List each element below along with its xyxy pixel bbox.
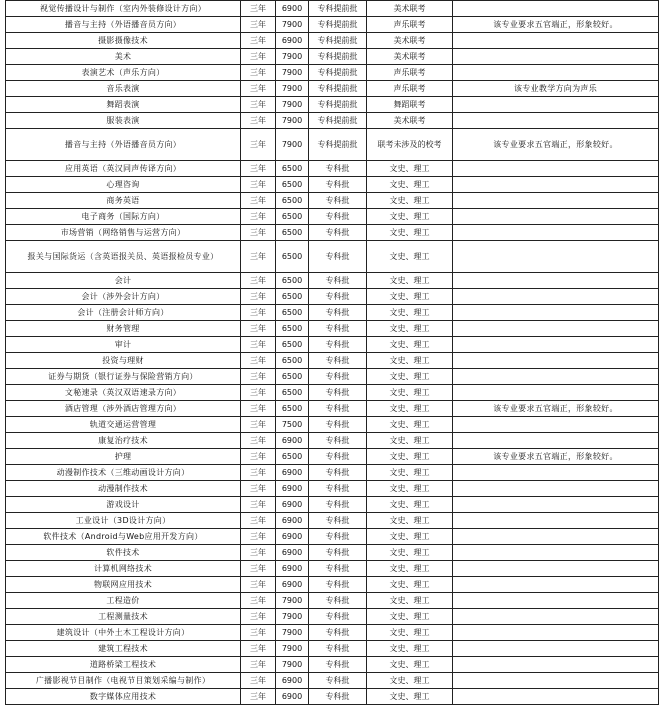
exam-category-cell: 文史、理工 [367,465,453,481]
duration-cell: 三年 [241,545,276,561]
tuition-cell: 6500 [276,177,309,193]
table-row [6,577,659,593]
duration-cell: 三年 [241,177,276,193]
exam-category-cell: 文史、理工 [367,657,453,673]
major-name-cell: 计算机网络技术 [6,561,241,577]
table-row [6,497,659,513]
duration-cell: 三年 [241,401,276,417]
duration-cell: 三年 [241,385,276,401]
major-name-cell: 文秘速录（英汉双语速录方向） [6,385,241,401]
major-name-cell: 护理 [6,449,241,465]
tuition-cell: 7900 [276,593,309,609]
remark-cell [453,433,659,449]
tuition-cell: 6500 [276,273,309,289]
major-name-cell: 软件技术（Android与Web应用开发方向） [6,529,241,545]
admission-batch-cell: 专科批 [309,321,367,337]
exam-category-cell: 美术联考 [367,33,453,49]
exam-category-cell: 文史、理工 [367,401,453,417]
remark-cell [453,513,659,529]
major-table [5,0,659,705]
major-name-cell: 动漫制作技术（三维动画设计方向） [6,465,241,481]
remark-cell [453,273,659,289]
exam-category-cell: 文史、理工 [367,273,453,289]
duration-cell: 三年 [241,593,276,609]
duration-cell: 三年 [241,513,276,529]
duration-cell: 三年 [241,465,276,481]
table-row [6,97,659,113]
table-row [6,689,659,705]
exam-category-cell: 文史、理工 [367,545,453,561]
remark-cell [453,561,659,577]
remark-cell [453,177,659,193]
remark-cell [453,481,659,497]
remark-cell [453,337,659,353]
admission-batch-cell: 专科提前批 [309,65,367,81]
table-row [6,321,659,337]
tuition-cell: 6900 [276,513,309,529]
admission-batch-cell: 专科批 [309,193,367,209]
exam-category-cell: 文史、理工 [367,193,453,209]
duration-cell: 三年 [241,369,276,385]
tuition-cell: 6900 [276,673,309,689]
duration-cell: 三年 [241,65,276,81]
remark-cell: 该专业要求五官端正，形象较好。 [453,17,659,33]
duration-cell: 三年 [241,417,276,433]
duration-cell: 三年 [241,577,276,593]
admission-batch-cell: 专科批 [309,209,367,225]
tuition-cell: 6500 [276,337,309,353]
duration-cell: 三年 [241,161,276,177]
exam-category-cell: 文史、理工 [367,177,453,193]
major-name-cell: 动漫制作技术 [6,481,241,497]
table-row [6,561,659,577]
duration-cell: 三年 [241,353,276,369]
major-name-cell: 广播影视节目制作（电视节目策划采编与制作） [6,673,241,689]
major-name-cell: 会计 [6,273,241,289]
admission-batch-cell: 专科提前批 [309,1,367,17]
major-name-cell: 会计（涉外会计方向） [6,289,241,305]
exam-category-cell: 文史、理工 [367,577,453,593]
major-name-cell: 应用英语（英汉同声传译方向） [6,161,241,177]
major-name-cell: 数字媒体应用技术 [6,689,241,705]
duration-cell: 三年 [241,17,276,33]
exam-category-cell: 文史、理工 [367,417,453,433]
duration-cell: 三年 [241,225,276,241]
major-name-cell: 工程造价 [6,593,241,609]
admission-batch-cell: 专科批 [309,401,367,417]
table-row [6,289,659,305]
duration-cell: 三年 [241,1,276,17]
tuition-cell: 7900 [276,129,309,161]
exam-category-cell: 文史、理工 [367,609,453,625]
remark-cell [453,545,659,561]
major-name-cell: 工业设计（3D设计方向） [6,513,241,529]
table-row [6,161,659,177]
tuition-cell: 6500 [276,353,309,369]
admission-batch-cell: 专科批 [309,369,367,385]
remark-cell [453,593,659,609]
table-row [6,657,659,673]
remark-cell [453,385,659,401]
duration-cell: 三年 [241,449,276,465]
major-name-cell: 建筑设计（中外土木工程设计方向） [6,625,241,641]
duration-cell: 三年 [241,241,276,273]
tuition-cell: 7900 [276,17,309,33]
duration-cell: 三年 [241,561,276,577]
major-name-cell: 音乐表演 [6,81,241,97]
admission-batch-cell: 专科批 [309,513,367,529]
major-name-cell: 商务英语 [6,193,241,209]
table-row [6,369,659,385]
remark-cell [453,193,659,209]
tuition-cell: 6500 [276,321,309,337]
admission-batch-cell: 专科批 [309,545,367,561]
remark-cell [453,225,659,241]
table-row [6,81,659,97]
exam-category-cell: 文史、理工 [367,561,453,577]
tuition-cell: 6500 [276,193,309,209]
admission-batch-cell: 专科批 [309,433,367,449]
duration-cell: 三年 [241,273,276,289]
exam-category-cell: 文史、理工 [367,513,453,529]
tuition-cell: 6900 [276,529,309,545]
remark-cell [453,625,659,641]
remark-cell: 该专业教学方向为声乐 [453,81,659,97]
admission-batch-cell: 专科批 [309,609,367,625]
remark-cell [453,97,659,113]
exam-category-cell: 文史、理工 [367,289,453,305]
major-name-cell: 市场营销（网络销售与运营方向） [6,225,241,241]
duration-cell: 三年 [241,497,276,513]
admission-batch-cell: 专科批 [309,337,367,353]
admission-batch-cell: 专科批 [309,577,367,593]
remark-cell [453,689,659,705]
table-row [6,305,659,321]
remark-cell [453,65,659,81]
major-name-cell: 轨道交通运营管理 [6,417,241,433]
admission-batch-cell: 专科提前批 [309,49,367,65]
table-row [6,481,659,497]
remark-cell [453,353,659,369]
duration-cell: 三年 [241,193,276,209]
exam-category-cell: 文史、理工 [367,241,453,273]
major-name-cell: 电子商务（国际方向） [6,209,241,225]
major-name-cell: 物联网应用技术 [6,577,241,593]
exam-category-cell: 舞蹈联考 [367,97,453,113]
admission-batch-cell: 专科批 [309,497,367,513]
major-name-cell: 舞蹈表演 [6,97,241,113]
tuition-cell: 7900 [276,81,309,97]
major-name-cell: 工程测量技术 [6,609,241,625]
exam-category-cell: 文史、理工 [367,337,453,353]
exam-category-cell: 文史、理工 [367,305,453,321]
major-name-cell: 播音与主持（外语播音员方向） [6,17,241,33]
admission-batch-cell: 专科批 [309,641,367,657]
tuition-cell: 6900 [276,545,309,561]
table-row [6,513,659,529]
table-row [6,593,659,609]
duration-cell: 三年 [241,129,276,161]
major-name-cell: 康复治疗技术 [6,433,241,449]
duration-cell: 三年 [241,689,276,705]
exam-category-cell: 文史、理工 [367,529,453,545]
major-name-cell: 心理咨询 [6,177,241,193]
exam-category-cell: 文史、理工 [367,449,453,465]
remark-cell [453,641,659,657]
admission-batch-cell: 专科批 [309,161,367,177]
major-name-cell: 美术 [6,49,241,65]
tuition-cell: 6900 [276,465,309,481]
duration-cell: 三年 [241,481,276,497]
tuition-cell: 6900 [276,33,309,49]
tuition-cell: 6900 [276,577,309,593]
tuition-cell: 6500 [276,385,309,401]
remark-cell [453,305,659,321]
remark-cell [453,241,659,273]
table-row [6,337,659,353]
exam-category-cell: 美术联考 [367,49,453,65]
table-row [6,33,659,49]
table-row [6,673,659,689]
admission-batch-cell: 专科提前批 [309,129,367,161]
table-row [6,225,659,241]
remark-cell [453,657,659,673]
remark-cell: 该专业要求五官端正，形象较好。 [453,449,659,465]
table-row [6,49,659,65]
major-name-cell: 报关与国际货运（含英语报关员、英语报检员专业） [6,241,241,273]
tuition-cell: 6500 [276,369,309,385]
major-name-cell: 财务管理 [6,321,241,337]
tuition-cell: 6900 [276,1,309,17]
tuition-cell: 7900 [276,97,309,113]
tuition-cell: 6900 [276,497,309,513]
table-row [6,641,659,657]
major-name-cell: 软件技术 [6,545,241,561]
table-row [6,273,659,289]
admission-batch-cell: 专科批 [309,289,367,305]
table-row [6,625,659,641]
tuition-cell: 6500 [276,289,309,305]
exam-category-cell: 文史、理工 [367,433,453,449]
tuition-cell: 7500 [276,417,309,433]
remark-cell [453,209,659,225]
major-name-cell: 播音与主持（外语播音员方向） [6,129,241,161]
table-row [6,529,659,545]
tuition-cell: 7900 [276,625,309,641]
admission-batch-cell: 专科批 [309,385,367,401]
major-table-body [6,1,659,705]
admission-batch-cell: 专科批 [309,625,367,641]
admission-batch-cell: 专科提前批 [309,17,367,33]
exam-category-cell: 文史、理工 [367,673,453,689]
duration-cell: 三年 [241,209,276,225]
duration-cell: 三年 [241,433,276,449]
tuition-cell: 7900 [276,113,309,129]
duration-cell: 三年 [241,321,276,337]
admission-batch-cell: 专科批 [309,657,367,673]
exam-category-cell: 文史、理工 [367,353,453,369]
admission-batch-cell: 专科批 [309,561,367,577]
table-row [6,385,659,401]
table-row [6,465,659,481]
duration-cell: 三年 [241,81,276,97]
admission-batch-cell: 专科批 [309,593,367,609]
remark-cell [453,577,659,593]
table-row [6,129,659,161]
admission-batch-cell: 专科批 [309,465,367,481]
table-row [6,193,659,209]
duration-cell: 三年 [241,97,276,113]
duration-cell: 三年 [241,609,276,625]
admission-batch-cell: 专科批 [309,481,367,497]
tuition-cell: 7900 [276,641,309,657]
remark-cell [453,609,659,625]
table-row [6,401,659,417]
tuition-cell: 6900 [276,561,309,577]
remark-cell [453,369,659,385]
tuition-cell: 6500 [276,225,309,241]
remark-cell [453,465,659,481]
admission-batch-cell: 专科批 [309,417,367,433]
exam-category-cell: 声乐联考 [367,65,453,81]
table-row [6,609,659,625]
remark-cell [453,49,659,65]
admission-batch-cell: 专科提前批 [309,33,367,49]
exam-category-cell: 文史、理工 [367,689,453,705]
table-row [6,433,659,449]
admission-batch-cell: 专科批 [309,241,367,273]
tuition-cell: 6900 [276,433,309,449]
exam-category-cell: 美术联考 [367,1,453,17]
remark-cell: 该专业要求五官端正，形象较好。 [453,401,659,417]
tuition-cell: 6900 [276,481,309,497]
exam-category-cell: 文史、理工 [367,225,453,241]
remark-cell: 该专业要求五官端正，形象较好。 [453,129,659,161]
tuition-cell: 6500 [276,161,309,177]
major-name-cell: 会计（注册会计师方向） [6,305,241,321]
major-name-cell: 表演艺术（声乐方向） [6,65,241,81]
admission-batch-cell: 专科批 [309,177,367,193]
admission-batch-cell: 专科提前批 [309,81,367,97]
admission-batch-cell: 专科批 [309,273,367,289]
admission-batch-cell: 专科批 [309,305,367,321]
tuition-cell: 6500 [276,401,309,417]
major-name-cell: 审计 [6,337,241,353]
tuition-cell: 6500 [276,305,309,321]
remark-cell [453,673,659,689]
exam-category-cell: 文史、理工 [367,593,453,609]
admission-batch-cell: 专科批 [309,529,367,545]
duration-cell: 三年 [241,49,276,65]
table-row [6,113,659,129]
remark-cell [453,161,659,177]
admission-batch-cell: 专科提前批 [309,97,367,113]
exam-category-cell: 联考未涉及的校考 [367,129,453,161]
remark-cell [453,529,659,545]
duration-cell: 三年 [241,625,276,641]
admission-batch-cell: 专科提前批 [309,113,367,129]
exam-category-cell: 文史、理工 [367,209,453,225]
exam-category-cell: 文史、理工 [367,641,453,657]
table-row [6,209,659,225]
duration-cell: 三年 [241,305,276,321]
duration-cell: 三年 [241,657,276,673]
tuition-cell: 7900 [276,65,309,81]
major-name-cell: 服装表演 [6,113,241,129]
exam-category-cell: 文史、理工 [367,369,453,385]
major-name-cell: 道路桥梁工程技术 [6,657,241,673]
duration-cell: 三年 [241,641,276,657]
table-row [6,65,659,81]
table-row [6,177,659,193]
admission-batch-cell: 专科批 [309,449,367,465]
exam-category-cell: 文史、理工 [367,481,453,497]
table-row [6,449,659,465]
tuition-cell: 7900 [276,49,309,65]
remark-cell [453,417,659,433]
remark-cell [453,497,659,513]
table-row [6,417,659,433]
tuition-cell: 6500 [276,209,309,225]
major-name-cell: 游戏设计 [6,497,241,513]
duration-cell: 三年 [241,113,276,129]
admission-batch-cell: 专科批 [309,673,367,689]
major-name-cell: 证券与期货（银行证券与保险营销方向） [6,369,241,385]
remark-cell [453,321,659,337]
exam-category-cell: 文史、理工 [367,497,453,513]
duration-cell: 三年 [241,337,276,353]
duration-cell: 三年 [241,289,276,305]
table-row [6,241,659,273]
remark-cell [453,33,659,49]
remark-cell [453,113,659,129]
tuition-cell: 6500 [276,449,309,465]
tuition-cell: 6900 [276,689,309,705]
exam-category-cell: 文史、理工 [367,161,453,177]
tuition-cell: 7900 [276,657,309,673]
duration-cell: 三年 [241,673,276,689]
tuition-cell: 6500 [276,241,309,273]
major-name-cell: 酒店管理（涉外酒店管理方向） [6,401,241,417]
exam-category-cell: 文史、理工 [367,625,453,641]
tuition-cell: 7900 [276,609,309,625]
major-name-cell: 建筑工程技术 [6,641,241,657]
admission-batch-cell: 专科批 [309,225,367,241]
major-name-cell: 投资与理财 [6,353,241,369]
remark-cell [453,289,659,305]
exam-category-cell: 声乐联考 [367,81,453,97]
major-name-cell: 摄影摄像技术 [6,33,241,49]
table-row [6,545,659,561]
major-name-cell: 视觉传播设计与制作（室内外装修设计方向） [6,1,241,17]
table-row [6,1,659,17]
exam-category-cell: 文史、理工 [367,321,453,337]
exam-category-cell: 文史、理工 [367,385,453,401]
duration-cell: 三年 [241,33,276,49]
admission-batch-cell: 专科批 [309,689,367,705]
remark-cell [453,1,659,17]
admission-batch-cell: 专科批 [309,353,367,369]
exam-category-cell: 声乐联考 [367,17,453,33]
exam-category-cell: 美术联考 [367,113,453,129]
table-row [6,353,659,369]
duration-cell: 三年 [241,529,276,545]
table-row [6,17,659,33]
